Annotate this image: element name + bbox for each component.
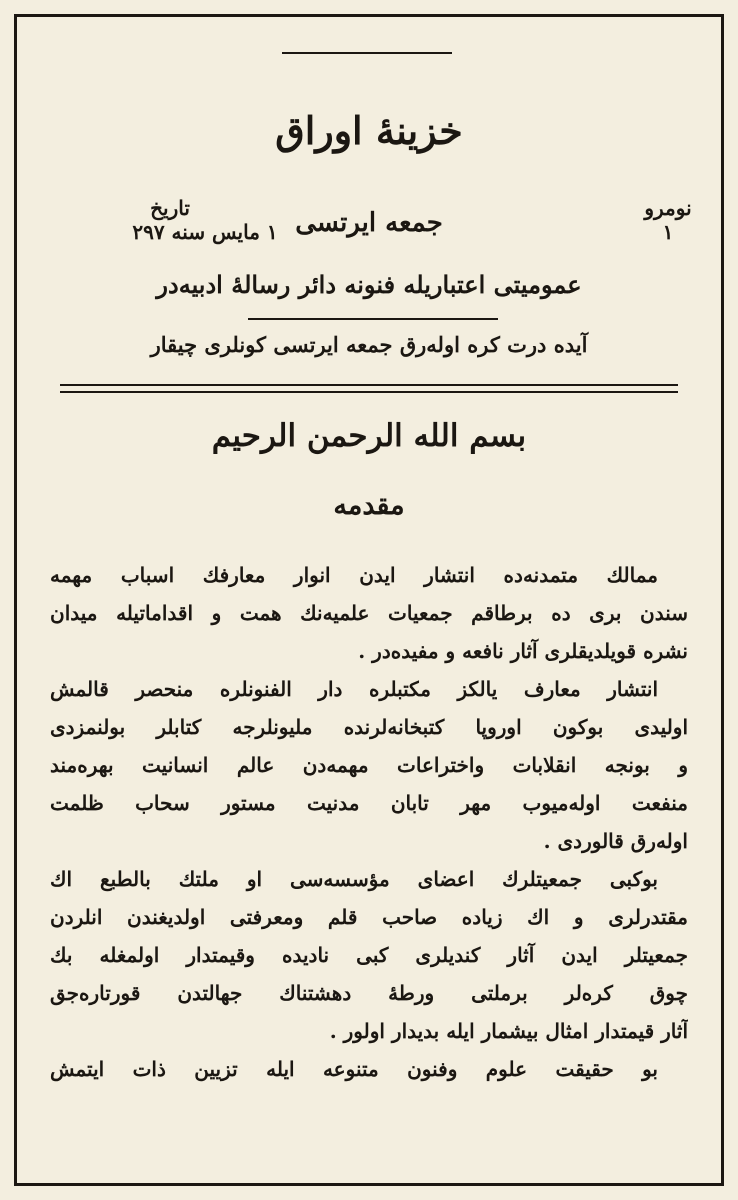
dateline (40, 196, 698, 256)
day-underline (282, 52, 452, 54)
issue-date (95, 196, 315, 244)
journal-subtitle: عموميتى اعتباريله فنونه دائر رسالهٔ ادبيه‌در (156, 270, 582, 299)
body-line: مقتدرلرى و اك زياده صاحب قلم ومعرفتى اولديغندن انلردن (50, 905, 688, 929)
body-line: جمعيتلر ايدن آثار كنديلرى كبى ناديده وقيمتدار اولمغله بك (50, 943, 688, 967)
issue-number-value: ١ (662, 220, 674, 244)
double-rule-divider (60, 384, 678, 393)
body-line: بوكبى جمعيتلرك اعضاى مؤسسه‌سى او ملتك بالطبع اك (50, 867, 658, 891)
body-line: اوليدى بوكون اوروپا كتبخانه‌لرنده مليونلرجه كتابلر بولنمزدى (50, 715, 688, 739)
section-heading: مقدمه (333, 490, 405, 521)
publication-day: جمعه ايرتسى (295, 208, 443, 238)
masthead-title: خزينهٔ اوراق (275, 108, 463, 153)
body-line: منفعت اوله‌ميوب مهر تابان مدنيت مستور سحاب ظلمت (50, 791, 688, 815)
article-body (50, 556, 688, 1088)
body-line: نشره قويلديقلرى آثار نافعه و مفيده‌در . (358, 639, 688, 663)
basmala: بسم الله الرحمن الرحيم (211, 418, 527, 454)
publication-frequency: آيده درت كره اوله‌رق جمعه ايرتسى كونلرى چيقار (150, 332, 588, 357)
body-line: ممالك متمدنه‌ده انتشار ايدن انوار معارفك اسباب مهمه‌ (50, 563, 658, 587)
issue-date-value: ١ مايس سنه ٢٩٧ (132, 220, 278, 244)
issue-date-label: تاريخ (150, 196, 190, 220)
issue-number-label: نومرو (644, 196, 692, 220)
body-line: بو حقيقت علوم وفنون متنوعه ايله تزيين ذات ايتمش (50, 1057, 658, 1081)
body-line: سندن برى ده برطاقم جمعيات علميه‌نك همت و اقداماتيله ميدان (50, 601, 688, 625)
body-line: چوق كره‌لر برملتى ورطهٔ دهشتناك جهالتدن قورتاره‌جق (50, 981, 688, 1005)
body-line: انتشار معارف يالكز مكتبلره دار الفنونلره منحصر قالمش (50, 677, 658, 701)
body-line: و بونجه انقلابات واختراعات مهمه‌دن عالم انسانيت بهره‌مند (50, 753, 688, 777)
body-line: آثار قيمتدار امثال بيشمار ايله بديدار اولور . (329, 1019, 688, 1043)
body-line: اوله‌رق قالوردى . (543, 829, 688, 853)
subtitle-underline (248, 318, 498, 320)
